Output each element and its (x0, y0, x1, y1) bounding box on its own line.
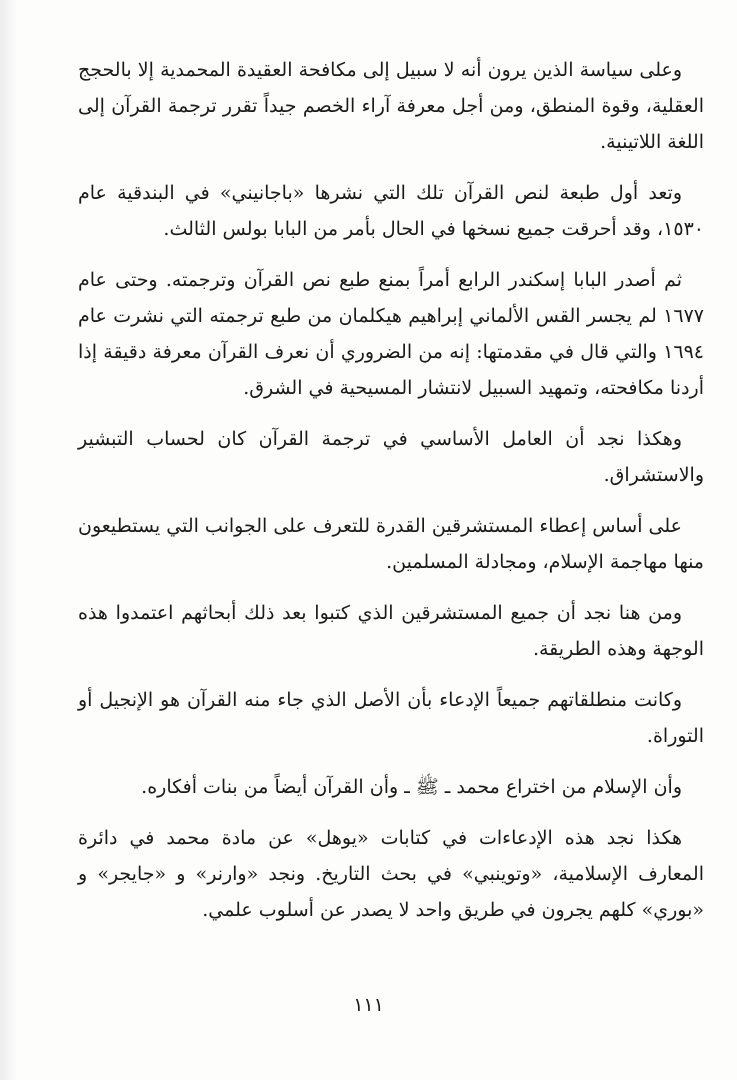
page-number: ١١١ (353, 994, 384, 1016)
paragraph-9: هكذا نجد هذه الإدعاءات في كتابات «يوهل» عن مادة محمد في دائرة المعارف الإسلامية، «وتوينبي» في بحث التاريخ. ونجد «وارنر» و «جايجر» و «بوري» كلهم يجرون في طريق واحد لا يصدر عن أسلوب علمي. (78, 827, 704, 921)
paragraph-8: وأن الإسلام من اختراع محمد ـ ﷺ ـ وأن القرآن أيضاً من بنات أفكاره. (141, 776, 682, 798)
paragraph-1: وعلى سياسة الذين يرون أنه لا سبيل إلى مكافحة العقيدة المحمدية إلا بالحجج العقلية، وقوة المنطق، ومن أجل معرفة آراء الخصم جيداً تقرر ترجمة القرآن إلى اللغة اللاتينية. (78, 59, 704, 153)
paragraph-4: وهكذا نجد أن العامل الأساسي في ترجمة القرآن كان لحساب التبشير والاستشراق. (78, 428, 704, 486)
body-text (78, 52, 704, 943)
page-binding-edge (0, 0, 16, 1080)
paragraph-7: وكانت منطلقاتهم جميعاً الإدعاء بأن الأصل الذي جاء منه القرآن هو الإنجيل أو التوراة. (78, 689, 704, 747)
paragraph-6: ومن هنا نجد أن جميع المستشرقين الذي كتبوا بعد ذلك أبحاثهم اعتمدوا هذه الوجهة وهذه الطريقة. (78, 602, 704, 660)
paragraph-5: على أساس إعطاء المستشرقين القدرة للتعرف على الجوانب التي يستطيعون منها مهاجمة الإسلام، ومجادلة المسلمين. (77, 515, 704, 573)
paragraph-3: ثم أصدر البابا إسكندر الرابع أمراً بمنع طبع نص القرآن وترجمته. وحتى عام ١٦٧٧ لم يجسر القس الألماني إبراهيم هيكلمان من طبع ترجمته التي نشرت عام ١٦٩٤ والتي قال في مقدمتها: إنه من الضروري أن نعرف القرآن معرفة دقيقة إذا أردنا مكافحته، وتمهيد السبيل لانتشار المسيحية في الشرق. (78, 269, 704, 399)
paragraph-2: وتعد أول طبعة لنص القرآن تلك التي نشرها «باجانيني» في البندقية عام ١٥٣٠، وقد أحرقت جميع نسخها في الحال بأمر من البابا بولس الثالث. (78, 182, 704, 240)
